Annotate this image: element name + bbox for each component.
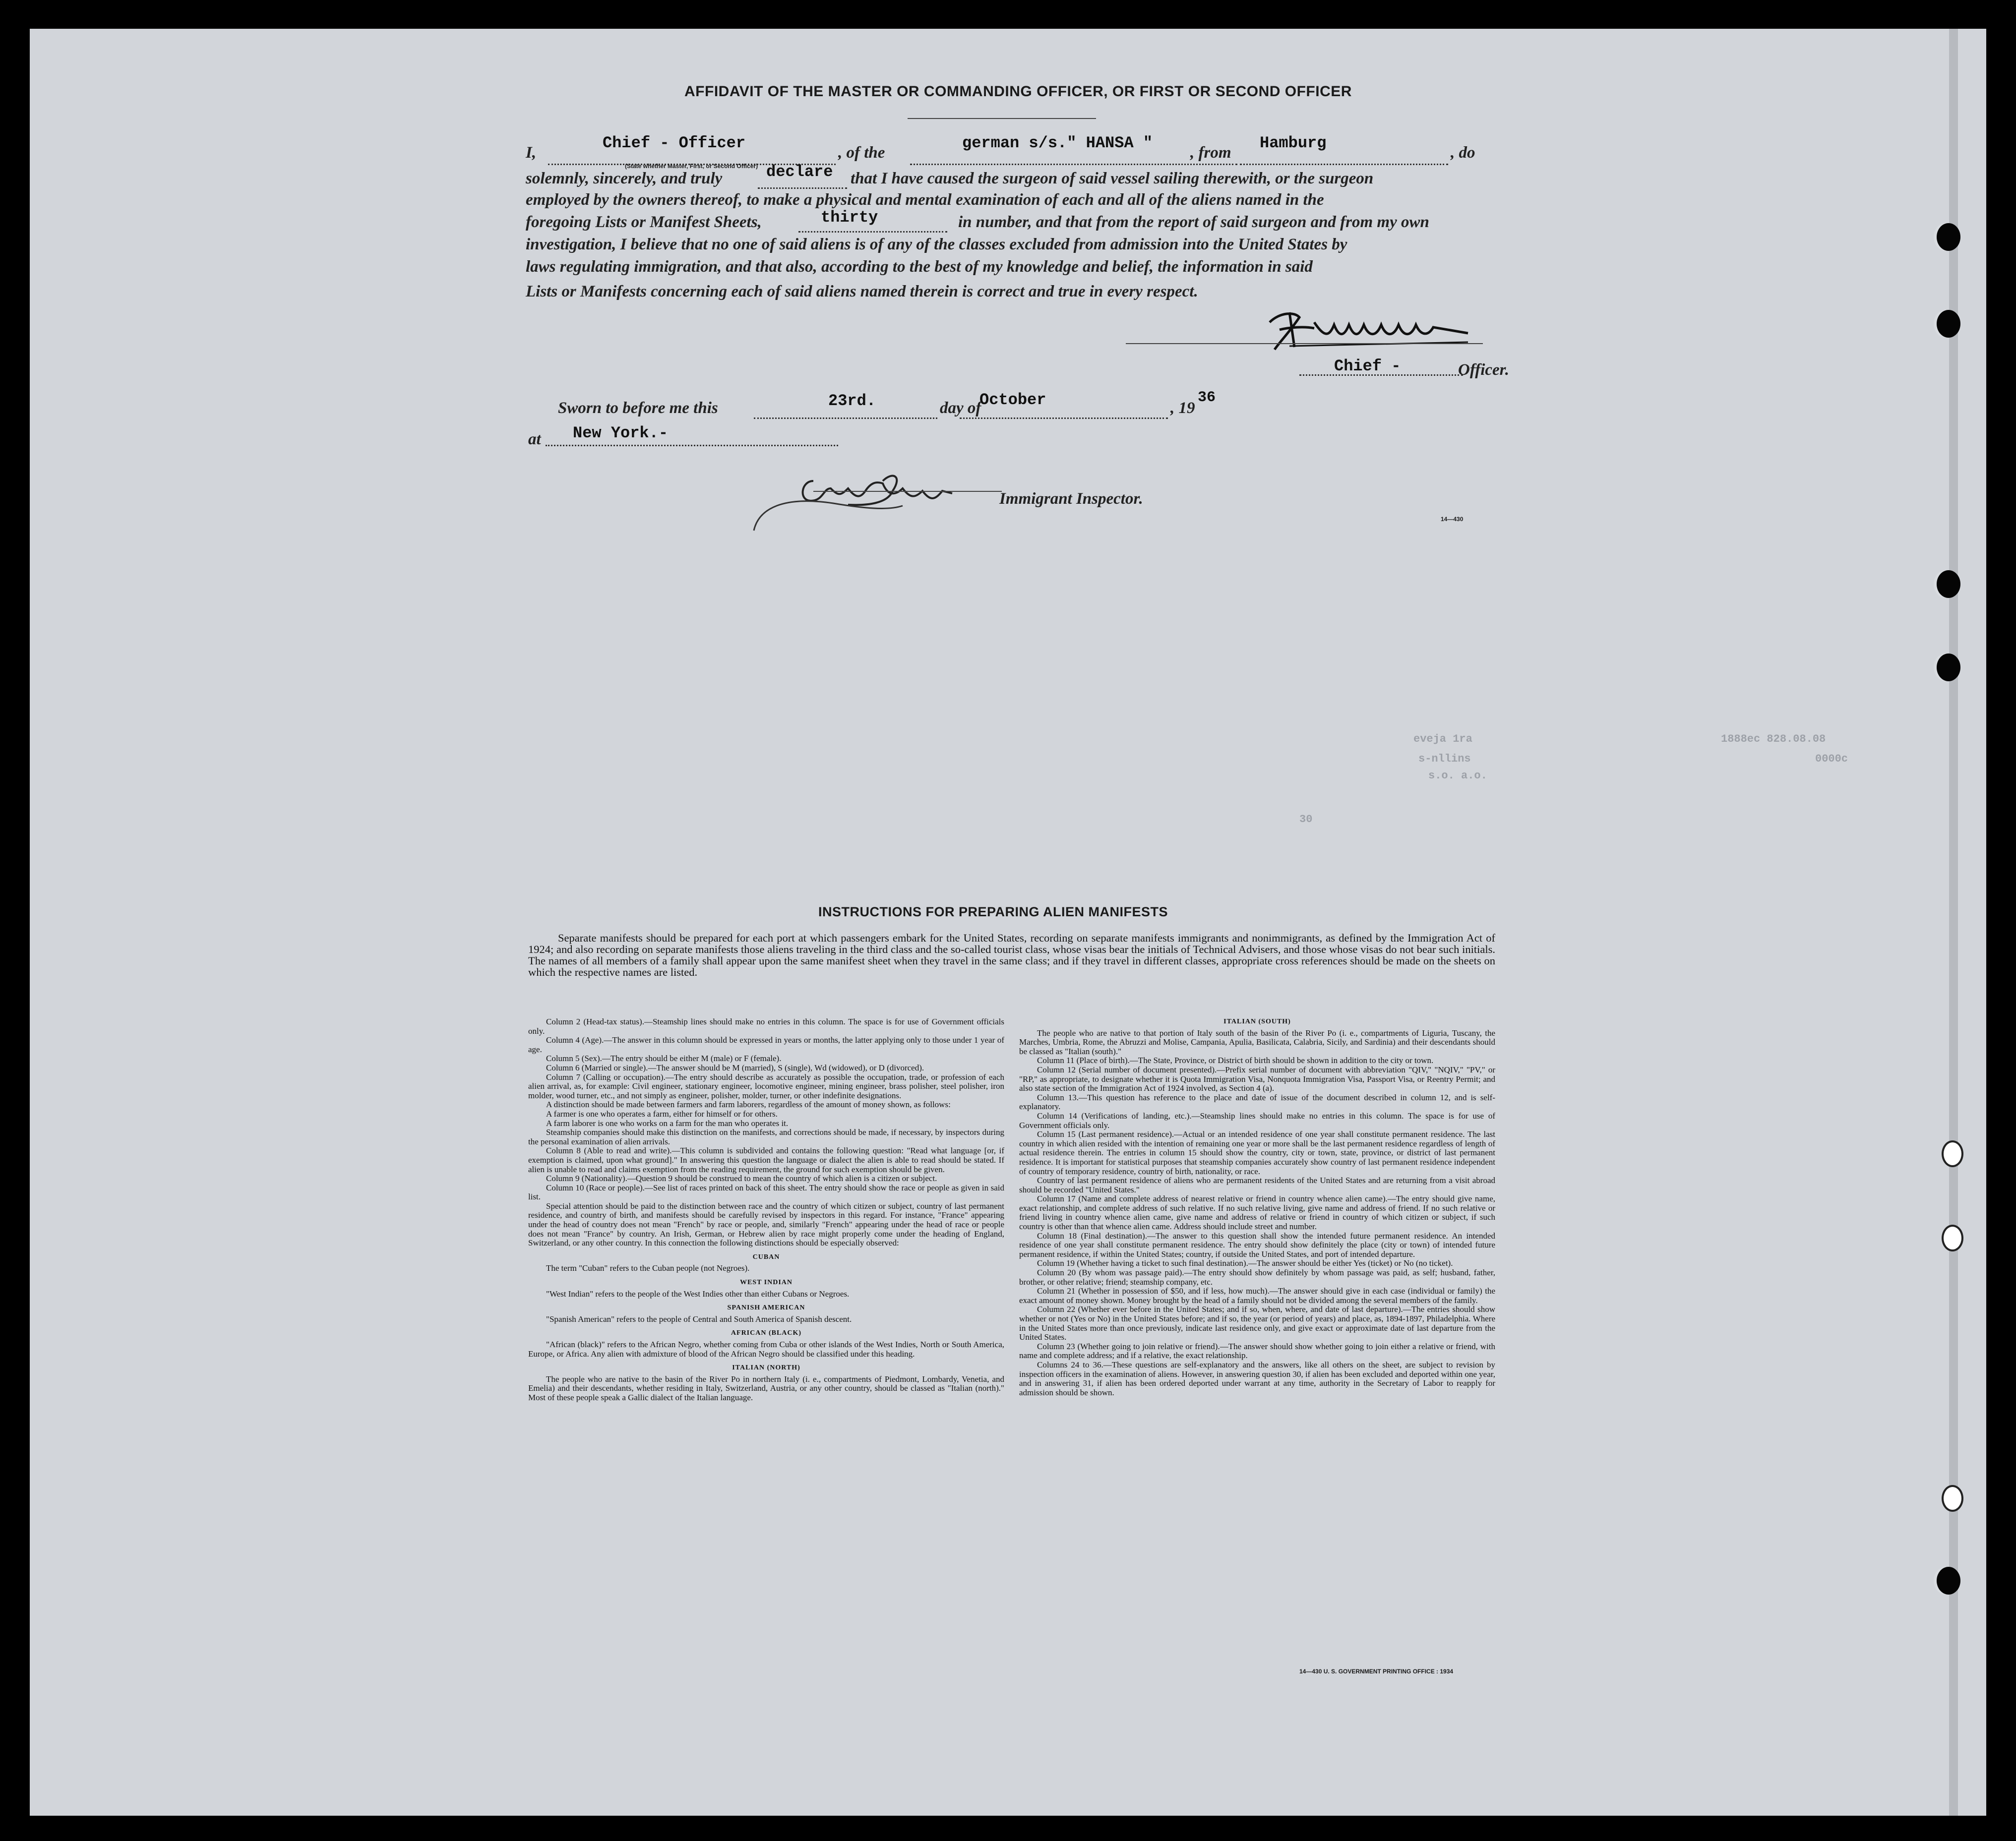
sheet-edge [1949, 29, 1958, 1816]
col23-text: Column 23 (Whether going to join relative or friend).—The answer should show whether going to join either a relative or friend, with name and complete address; and if a relative, the exact relationship. [1019, 1341, 1495, 1361]
col21-text: Column 21 (Whether in possession of $50, and if less, how much).—The answer should give in each case (individual or family) the exact amount of money shown. Money brought by the head of a family should not be divided among the several members of the family. [1019, 1286, 1495, 1305]
spanish-american-text: "Spanish American" refers to the people of Central and South America of Spanish descent. [546, 1314, 852, 1324]
col7-text: Column 7 (Calling or occupation).—The entry should describe as accurately as possible the occupation, trade, or profession of each alien arrival, as, for example: Civil engineer, stationary engineer, locomotive engineer, mining engineer, brass polisher, steel polisher, iron molder, wood turner, etc., and not simply as engineer, polisher, molder, turner, or other indefinite designations. [528, 1072, 1004, 1100]
day-line [754, 417, 937, 419]
punch-hole-icon [1937, 310, 1960, 338]
bleed-text: 1888ec 828.08.08 [1721, 733, 1826, 745]
affidavit-line4b: in number, and that from the report of said surgeon and from my own [958, 213, 1429, 231]
affidavit-line2: that I have caused the surgeon of said vessel sailing therewith, or the surgeon [851, 170, 1374, 187]
col17-text: Column 17 (Name and complete address of nearest relative or friend in country whence alien came).—The entry should give name, exact relationship, and complete address of such relative. If no such relative living, give name and address of friend. If no such relative or friend living in country whence alien came, give name and address of relative or friend in country of which citizen or subject, if such country is other than that whence alien came. Address should include street and number. [1019, 1194, 1495, 1232]
affidavit-line3: employed by the owners thereof, to make a physical and mental examination of each and all of the aliens named in the [526, 191, 1324, 209]
at-label: at [528, 430, 541, 448]
col24-text: Columns 24 to 36.—These questions are self-explanatory and the answers, like all others on the sheet, are subject to revision by inspection officers in the examination of aliens. However, in answering question 30, if alien has been excluded and deported within one year, and in answering 31, if alien has been ordered deported under warrant at any time, authority in the Secretary of Labor to reapply for admission should be shown. [1019, 1360, 1495, 1397]
spanish-american-heading: SPANISH AMERICAN [727, 1304, 805, 1312]
of-the: , of the [838, 144, 885, 162]
inspector-label: Immigrant Inspector. [999, 490, 1143, 508]
affidavit-line5: investigation, I believe that no one of said aliens is of any of the classes excluded from admission into the United States by [526, 236, 1347, 253]
col19-text: Column 19 (Whether having a ticket to such final destination).—The answer should be either Yes (ticket) or No (no ticket). [1037, 1258, 1453, 1268]
vessel-line [910, 164, 1237, 165]
verb-text: declare [766, 163, 833, 181]
instructions-right-column [1019, 1017, 1495, 1397]
col8-text: Column 8 (Able to read and write).—This column is subdivided and contains the following question: "Read what language [or, if exemption is claimed, upon what ground]." In answering this question the language or dialect the alien is able to read should be stated. If alien is unable to read and claims exemption from the reading requirement, the ground for such exemption should be given. [528, 1146, 1004, 1174]
steamship-text: Steamship companies should make this distinction on the manifests, and corrections should be made, if necessary, by inspectors during the personal examination of alien arrivals. [528, 1128, 1004, 1146]
col10-text: Column 10 (Race or people).—See list of races printed on back of this sheet. The entry should show the race or people as given in said list. [528, 1183, 1004, 1202]
affidavit-line4a: foregoing Lists or Manifest Sheets, [526, 213, 762, 231]
col14-text: Column 14 (Verifications of landing, etc.).—Steamship lines should make no entries in this column. The space is for use of Government officials only. [1019, 1111, 1495, 1130]
sworn-month: October [979, 391, 1046, 409]
affidavit-title: AFFIDAVIT OF THE MASTER OR COMMANDING OFFICER, OR FIRST OR SECOND OFFICER [684, 83, 1352, 100]
form-number: 14—430 [1441, 516, 1464, 523]
col4-text: Column 4 (Age).—The answer in this column should be expressed in years or months, the latter applying only to those under 1 year of age. [528, 1035, 1004, 1054]
place-line [546, 445, 838, 446]
port-line [1240, 164, 1448, 165]
verb-line [758, 187, 847, 189]
punch-hole-icon [1937, 223, 1960, 251]
officer-signature [1260, 302, 1478, 357]
col20-text: Column 20 (By whom was passage paid).—The entry should show definitely by whom passage was paid, as self; husband, father, brother, or other relative; friend; steamship company, etc. [1019, 1268, 1495, 1287]
col6-text: Column 6 (Married or single).—The answer should be M (married), S (single), Wd (widowed), or D (divorced). [546, 1063, 924, 1072]
year-suffix: 36 [1198, 389, 1216, 406]
punch-hole-icon [1937, 653, 1960, 681]
printing-office-footer: 14—430 U. S. GOVERNMENT PRINTING OFFICE : 1934 [1299, 1668, 1454, 1675]
col2-text: Column 2 (Head-tax status).—Steamship lines should make no entries in this column. The space is for use of Government officials only. [528, 1017, 1004, 1036]
affidavit-i: I, [526, 144, 537, 162]
cuban-heading: CUBAN [752, 1253, 780, 1261]
instructions-title: INSTRUCTIONS FOR PREPARING ALIEN MANIFESTS [818, 904, 1168, 919]
col5-text: Column 5 (Sex).—The entry should be either M (male) or F (female). [546, 1054, 782, 1064]
vessel-name: german s/s." HANSA " [962, 134, 1153, 152]
sheet-count-line [798, 231, 947, 233]
title-rule [908, 118, 1096, 119]
solemnly-text: solemnly, sincerely, and truly [526, 170, 723, 187]
sig-officer: Officer. [1458, 361, 1509, 379]
instructions-intro: Separate manifests should be prepared for each port at which passengers embark for the United States, recording on separate manifests immigrants and nonimmigrants, as defined by the Immigration Act of 1924; and also recording on separate manifests those aliens traveling in the third class and the so-called tourist class, whose visas bear the initials of Technical Advisers, and those whose visas do not bear such initials. The names of all members of a family shall appear upon the same manifest sheet when they travel in the same class; and if they travel in different classes, appropriate cross references should be made on the sheets on which the respective names are listed. [528, 932, 1495, 978]
italian-south-text: The people who are native to that portion of Italy south of the basin of the River Po (i. e., compartments of Liguria, Tuscany, the Marches, Umbria, Rome, the Abruzzi and Molise, Campania, Apulia, Basilicata, Calabria, Sicily, and Sardinia) and their descendants should be classed as "Italian (south)." [1019, 1028, 1495, 1056]
col15-text: Column 15 (Last permanent residence).—Actual or an intended residence of one year shall constitute permanent residence. The last country in which alien resided with the intention of remaining one year or more shall be the last permanent residence regardless of length of actual residence therein. The entries in column 15 should show the country, city or town, state, province, or district of last permanent residence. It is important for statistical purposes that steamship companies accurately show country of last permanent residence independent of country of temporary residence, country of birth, nationality, or race. [1019, 1129, 1495, 1176]
signature-line [1126, 343, 1483, 344]
punch-hole-icon [1942, 1225, 1963, 1251]
punch-hole-icon [1942, 1485, 1963, 1512]
african-heading: AFRICAN (BLACK) [731, 1329, 802, 1337]
special-text: Special attention should be paid to the distinction between race and the country of which citizen or subject, country of last permanent residence, and country of birth, and manifests should be carefully revised by inspectors in this regard. For instance, "France" appearing under the head of country does not mean "French" by race or people, and, similarly "French" appearing under the head of race or people does not mean "France" by country. An Irish, German, or Hebrew alien by race might properly come under the heading of England, Switzerland, or any other country. In this connection the following distinctions should be especially observed: [528, 1201, 1004, 1248]
sworn-day: 23rd. [828, 392, 876, 410]
west-indian-text: "West Indian" refers to the people of the West Indies other than either Cubans or Negroes. [546, 1289, 850, 1299]
sworn-place: New York.- [573, 424, 669, 442]
month-line [960, 417, 1168, 419]
col13-text: Column 13.—This question has reference to the place and date of issue of the document described in column 12, and is self-explanatory. [1019, 1092, 1495, 1112]
instructions-left-column [528, 1017, 1004, 1403]
bleed-text: s-nllins [1418, 753, 1471, 765]
italian-north-text: The people who are native to the basin of the River Po in northern Italy (i. e., compartments of Piedmont, Lombardy, Venetia, and Emelia) and their descendants, whether residing in Italy, Switzerland, Austria, or any other country, should be classed as "Italian (north)." Most of these people speak a Gallic dialect of the Italian language. [528, 1374, 1004, 1402]
west-indian-heading: WEST INDIAN [739, 1279, 793, 1287]
from-label: , from [1190, 144, 1231, 162]
day-of: day of [940, 399, 981, 417]
punch-hole-icon [1937, 1567, 1960, 1595]
sworn-label: Sworn to before me this [558, 399, 718, 417]
italian-north-heading: ITALIAN (NORTH) [732, 1364, 800, 1372]
affidavit-line7: Lists or Manifests concerning each of said aliens named therein is correct and true in every respect. [526, 283, 1198, 300]
italian-south-heading: ITALIAN (SOUTH) [1223, 1018, 1291, 1025]
punch-hole-icon [1942, 1140, 1963, 1167]
laborer-text: A farm laborer is one who works on a farm for the man who operates it. [546, 1118, 789, 1128]
col9-text: Column 9 (Nationality).—Question 9 should be construed to mean the country of which alien is a citizen or subject. [546, 1174, 937, 1184]
inspector-line [813, 491, 1002, 492]
punch-hole-icon [1937, 570, 1960, 598]
port-name: Hamburg [1260, 134, 1327, 152]
sheet-count: thirty [821, 208, 878, 227]
affidavit-line6: laws regulating immigration, and that also, according to the best of my knowledge and belief, the information in said [526, 258, 1313, 276]
do-label: , do [1451, 144, 1475, 162]
col11-text: Column 11 (Place of birth).—The State, Province, or District of birth should be shown in addition to the city or town. [1037, 1056, 1434, 1066]
sig-rank: Chief - [1334, 357, 1401, 375]
bleed-text: s.o. a.o. [1428, 770, 1487, 782]
col22-text: Column 22 (Whether ever before in the United States; and if so, when, where, and date of last departure).—The entries should show whether or not (Yes or No) in the United States before; and if so, the year (or period of years) and place, as, 1894-1897, Philadelphia. Where in the United States more than once previously, indicate last residence only, and give exact or approximate date of last departure from the United States. [1019, 1305, 1495, 1342]
rank-note: (State whether Master, First, or Second Officer) [625, 163, 758, 170]
col18-text: Column 18 (Final destination).—The answer to this question shall show the intended future permanent residence. An intended residence of one year shall constitute permanent residence. The entry should show definitely the place (city or town) of intended future permanent residence, if within the United States; country, if outside the United States, and port of intended departure. [1019, 1231, 1495, 1259]
cuban-text: The term "Cuban" refers to the Cuban people (not Negroes). [546, 1263, 750, 1273]
country-text: Country of last permanent residence of aliens who are permanent residents of the United States and are returning from a visit abroad should be recorded "United States." [1019, 1176, 1495, 1194]
inspector-signature [744, 461, 992, 535]
officer-rank: Chief - Officer [603, 134, 746, 152]
year-prefix: , 19 [1170, 399, 1195, 417]
col12-text: Column 12 (Serial number of document presented).—Prefix serial number of document with abbreviation "QIV," "NQIV," "PV," or "RP," as appropriate, to designate whether it is Quota Immigration Visa, Nonquota Immigration Visa, Passport Visa, or Reentry Permit; and also state section of the Immigration Act of 1924 involved, as Section 4 (a). [1019, 1065, 1495, 1093]
farm-text: A distinction should be made between farmers and farm laborers, regardless of the amount of money shown, as follows: [546, 1100, 951, 1110]
farmer-text: A farmer is one who operates a farm, either for himself or for others. [546, 1109, 778, 1119]
african-text: "African (black)" refers to the African Negro, whether coming from Cuba or other islands of the West Indies, North or South America, Europe, or Africa. Any alien with admixture of blood of the African Negro should be classified under this heading. [528, 1340, 1004, 1359]
bleed-text: 0000c [1815, 753, 1848, 765]
bleed-text: 30 [1299, 813, 1313, 826]
bleed-text: eveja 1ra [1413, 733, 1472, 745]
